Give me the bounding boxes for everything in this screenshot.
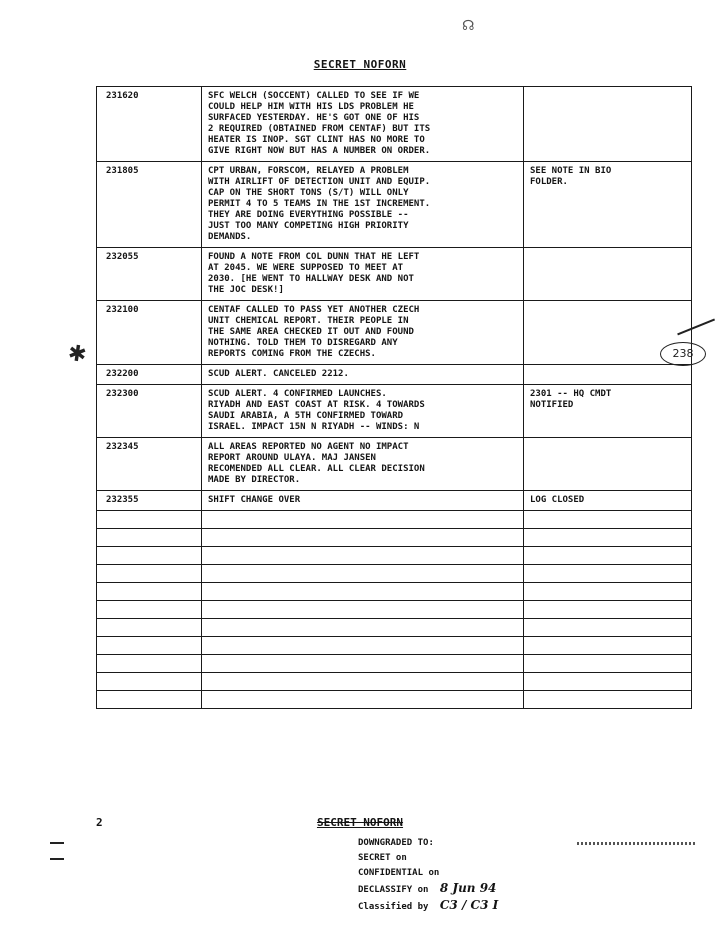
duty-log-table xyxy=(96,86,692,709)
stamp-line-confidential: CONFIDENTIAL on xyxy=(358,868,440,878)
log-blank-cell xyxy=(97,583,202,601)
scan-noise-line xyxy=(577,842,695,845)
log-blank-cell xyxy=(202,601,524,619)
log-blank-cell xyxy=(524,691,692,709)
log-note-cell xyxy=(524,438,692,491)
margin-asterisk-mark: ✱ xyxy=(66,340,89,369)
log-blank-cell xyxy=(524,529,692,547)
log-note-cell xyxy=(524,365,692,385)
log-entry-cell: FOUND A NOTE FROM COL DUNN THAT HE LEFT AT 2045. WE WERE SUPPOSED TO MEET AT 2030. [HE WENT TO HALLWAY DESK AND NOT THE JOC DESK!] xyxy=(202,248,524,301)
log-blank-cell xyxy=(202,655,524,673)
log-blank-cell xyxy=(202,511,524,529)
log-note-cell xyxy=(524,87,692,162)
log-row xyxy=(97,438,692,491)
stamp-classified-label: Classified by xyxy=(358,902,429,912)
log-blank-cell xyxy=(97,637,202,655)
log-blank-cell xyxy=(524,511,692,529)
log-entry-cell: CPT URBAN, FORSCOM, RELAYED A PROBLEM WITH AIRLIFT OF DETECTION UNIT AND EQUIP. CAP ON THE SHORT TONS (S/T) WILL ONLY PERMIT 4 TO 5 TEAMS IN THE 1ST INCREMENT. THEY ARE DOING EVERYTHING POSSIBLE -- JUST TOO MANY COMPETING HIGH PRIORITY DEMANDS. xyxy=(202,162,524,248)
log-blank-row xyxy=(97,691,692,709)
log-blank-row xyxy=(97,637,692,655)
log-note-cell xyxy=(524,248,692,301)
log-time-cell: 232355 xyxy=(97,491,202,511)
corner-scan-mark: ☊ xyxy=(462,18,475,34)
margin-page-ref-238: 238 xyxy=(660,342,706,366)
log-row xyxy=(97,385,692,438)
log-time-cell: 231620 xyxy=(97,87,202,162)
log-time-cell: 232300 xyxy=(97,385,202,438)
log-note-cell: 2301 -- HQ CMDT NOTIFIED xyxy=(524,385,692,438)
stamp-declassify-date-handwritten: 8 Jun 94 xyxy=(439,881,497,895)
log-blank-cell xyxy=(524,673,692,691)
log-blank-cell xyxy=(97,601,202,619)
stamp-declassify-label: DECLASSIFY on xyxy=(358,885,429,895)
stamp-line-declassify xyxy=(358,881,498,898)
log-blank-cell xyxy=(202,529,524,547)
log-row xyxy=(97,87,692,162)
log-blank-cell xyxy=(524,637,692,655)
log-time-cell: 232200 xyxy=(97,365,202,385)
log-blank-cell xyxy=(97,619,202,637)
log-blank-cell xyxy=(524,655,692,673)
log-blank-row xyxy=(97,601,692,619)
log-note-cell: SEE NOTE IN BIO FOLDER. xyxy=(524,162,692,248)
log-blank-cell xyxy=(202,565,524,583)
log-entry-cell: SCUD ALERT. CANCELED 2212. xyxy=(202,365,524,385)
log-entry-cell: CENTAF CALLED TO PASS YET ANOTHER CZECH UNIT CHEMICAL REPORT. THEIR PEOPLE IN THE SAME AREA CHECKED IT OUT AND FOUND NOTHING. TOLD THEM TO DISREGARD ANY REPORTS COMING FROM THE CZECHS. xyxy=(202,301,524,365)
log-time-cell: 231805 xyxy=(97,162,202,248)
header-classification: SECRET NOFORN xyxy=(313,58,407,71)
log-blank-cell xyxy=(202,547,524,565)
log-blank-cell xyxy=(202,673,524,691)
page-number: 2 xyxy=(96,816,103,829)
log-blank-cell xyxy=(97,547,202,565)
log-time-cell: 232055 xyxy=(97,248,202,301)
log-blank-cell xyxy=(97,691,202,709)
log-blank-row xyxy=(97,619,692,637)
margin-dash-marks xyxy=(50,842,64,874)
log-blank-cell xyxy=(97,673,202,691)
log-entry-cell: SHIFT CHANGE OVER xyxy=(202,491,524,511)
log-entry-cell: SCUD ALERT. 4 CONFIRMED LAUNCHES. RIYADH AND EAST COAST AT RISK. 4 TOWARDS SAUDI ARABIA, A 5TH CONFIRMED TOWARD ISRAEL. IMPACT 15N N RIYADH -- WINDS: N xyxy=(202,385,524,438)
log-blank-row xyxy=(97,547,692,565)
log-body xyxy=(97,87,692,709)
log-row xyxy=(97,301,692,365)
log-time-cell: 232345 xyxy=(97,438,202,491)
log-blank-cell xyxy=(524,547,692,565)
log-time-cell: 232100 xyxy=(97,301,202,365)
log-blank-cell xyxy=(97,529,202,547)
log-note-cell: LOG CLOSED xyxy=(524,491,692,511)
footer-classification: SECRET NOFORN xyxy=(316,816,404,829)
log-blank-cell xyxy=(97,565,202,583)
stamp-line-downgraded: DOWNGRADED TO: xyxy=(358,838,434,848)
log-row xyxy=(97,365,692,385)
log-blank-cell xyxy=(97,655,202,673)
log-blank-cell xyxy=(202,619,524,637)
log-row xyxy=(97,162,692,248)
downgrade-stamp xyxy=(358,836,498,915)
log-blank-row xyxy=(97,655,692,673)
log-blank-cell xyxy=(524,565,692,583)
stamp-line-classified-by xyxy=(358,898,498,915)
log-blank-row xyxy=(97,511,692,529)
log-blank-cell xyxy=(524,583,692,601)
log-blank-cell xyxy=(202,691,524,709)
log-blank-row xyxy=(97,673,692,691)
stamp-classified-by-handwritten: C3 / C3 I xyxy=(439,898,499,912)
log-entry-cell: ALL AREAS REPORTED NO AGENT NO IMPACT REPORT AROUND ULAYA. MAJ JANSEN RECOMENDED ALL CLEAR. ALL CLEAR DECISION MADE BY DIRECTOR. xyxy=(202,438,524,491)
log-blank-cell xyxy=(202,637,524,655)
log-entry-cell: SFC WELCH (SOCCENT) CALLED TO SEE IF WE COULD HELP HIM WITH HIS LDS PROBLEM HE SURFACED YESTERDAY. HE'S GOT ONE OF HIS 2 REQUIRED (OBTAINED FROM CENTAF) BUT ITS HEATER IS INOP. SGT CLINT HAS NO MORE TO GIVE RIGHT NOW BUT HAS A NUMBER ON ORDER. xyxy=(202,87,524,162)
log-blank-row xyxy=(97,529,692,547)
stamp-line-secret: SECRET on xyxy=(358,853,407,863)
log-blank-cell xyxy=(524,601,692,619)
log-row xyxy=(97,248,692,301)
log-blank-cell xyxy=(202,583,524,601)
log-blank-cell xyxy=(97,511,202,529)
log-blank-row xyxy=(97,565,692,583)
log-blank-cell xyxy=(524,619,692,637)
log-row xyxy=(97,491,692,511)
log-blank-row xyxy=(97,583,692,601)
